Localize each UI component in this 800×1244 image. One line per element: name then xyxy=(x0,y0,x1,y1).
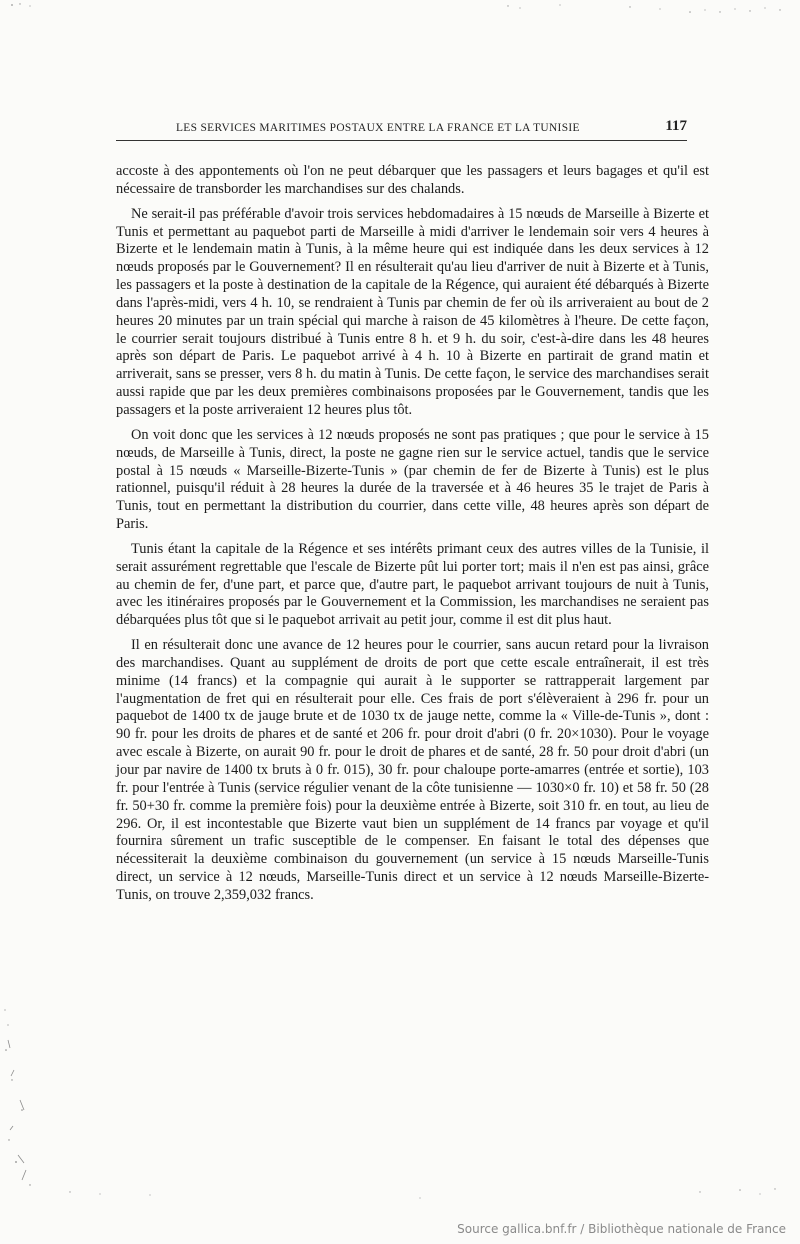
scan-noise-top xyxy=(0,0,800,20)
body-text xyxy=(116,163,709,905)
header-rule xyxy=(116,140,687,141)
paragraph: Il en résulterait donc une avance de 12 heures pour le courrier, sans aucun retard pour la livraison des marchandises. Quant au supplément de droits de port que cette escale entraînerait, il est très minime (14 francs) et la compagnie qui aurait à le supporter se rattrapperait largement par l'augmentation de fret qui en résulterait pour elle. Ces frais de port s'élèveraient à 296 fr. pour un paquebot de 1400 tx de jauge brute et de 1030 tx de jauge nette, comme la « Ville-de-Tunis », dont : 90 fr. pour les droits de phares et de santé et 206 fr. pour droit d'abri (0 fr. 20×1030). Pour le voyage avec escale à Bizerte, on aurait 90 fr. pour le droit de phares et de santé, 28 fr. 50 pour droit d'abri (un jour par navire de 1400 tx bruts à 0 fr. 015), 30 fr. pour chaloupe porte-amarres (entrée et sortie), 103 fr. pour l'entrée à Tunis (service régulier venant de la côte tunisienne — 1030×0 fr. 10) et 58 fr. 50 (28 fr. 50+30 fr. comme la première fois) pour la deuxième entrée à Bizerte, soit 310 fr. en tout, au lieu de 296. Or, il est incontestable que Bizerte vaut bien un supplément de 14 francs par voyage et qu'il fournira sûrement un trafic susceptible de le compenser. En faisant le total des dépenses que nécessiterait la deuxième combinaison du gouvernement (un service à 15 nœuds Marseille-Tunis direct, un service à 12 nœuds, Marseille-Tunis direct et un service à 12 nœuds Marseille-Bizerte-Tunis, on trouve 2,359,032 francs. xyxy=(116,637,709,903)
scan-noise-bottom xyxy=(60,1180,800,1205)
running-head: LES SERVICES MARITIMES POSTAUX ENTRE LA FRANCE ET LA TUNISIE xyxy=(176,122,580,134)
page-header xyxy=(116,118,687,142)
paragraph: Tunis étant la capitale de la Régence et ses intérêts primant ceux des autres villes de la Tunisie, il serait assurément regrettable que l'escale de Bizerte pût lui porter tort; mais il n'en est pas ainsi, grâce au chemin de fer, d'une part, et parce que, d'autre part, le paquebot arrivant toujours de nuit à Tunis, avec les itinéraires proposés par le Gouvernement et la Commission, les marchandises ne seraient pas débarquées plus tôt que si le paquebot arrivait au petit jour, comme il est dit plus haut. xyxy=(116,540,709,629)
paragraph: accoste à des appontements où l'on ne peut débarquer que les passagers et leurs bagages et qu'il est nécessaire de transborder les marchandises sur des chalands. xyxy=(116,163,709,197)
scan-noise-margin xyxy=(0,900,60,1220)
page-number: 117 xyxy=(665,118,687,134)
paragraph: On voit donc que les services à 12 nœuds proposés ne sont pas pratiques ; que pour le service à 15 nœuds, de Marseille à Tunis, direct, la poste ne gagne rien sur le service actuel, tandis que le service postal à 15 nœuds « Marseille-Bizerte-Tunis » (par chemin de fer de Bizerte à Tunis) est le plus rationnel, puisqu'il réduit à 28 heures la durée de la traversée et à 46 heures 35 le trajet de Paris à Tunis, tout en permettant la distribution du courrier, dans cette ville, 48 heures après son départ de Paris. xyxy=(116,426,709,533)
source-attribution: Source gallica.bnf.fr / Bibliothèque nationale de France xyxy=(457,1222,786,1236)
paragraph: Ne serait-il pas préférable d'avoir trois services hebdomadaires à 15 nœuds de Marseille à Bizerte et Tunis et permettant au paquebot parti de Marseille à midi d'arriver le lendemain soir vers 4 heures à Bizerte et le lendemain matin à Tunis, à la même heure qui est indiquée dans les deux services à 12 nœuds proposés par le Gouvernement? Il en résulterait qu'au lieu d'arriver de nuit à Bizerte et à Tunis, les passagers et la poste à destination de la capitale de la Régence, qui auraient été débarqués à Bizerte dans l'après-midi, vers 4 h. 10, se rendraient à Tunis par chemin de fer où ils arriveraient au bout de 2 heures 20 minutes par un train spécial qui marche à raison de 45 kilomètres à l'heure. De cette façon, le courrier serait toujours distribué à Tunis entre 8 h. et 9 h. du soir, c'est-à-dire dans les 48 heures après son départ de Paris. Le paquebot arrivé à 4 h. 10 à Bizerte en partirait de grand matin et arriverait, sans se presser, vers 8 h. du matin à Tunis. De cette façon, le service des marchandises serait aussi rapide que par les deux premières combinaisons proposées par le Gouvernement, tandis que les passagers et la poste arriveraient 12 heures plus tôt. xyxy=(116,205,709,418)
